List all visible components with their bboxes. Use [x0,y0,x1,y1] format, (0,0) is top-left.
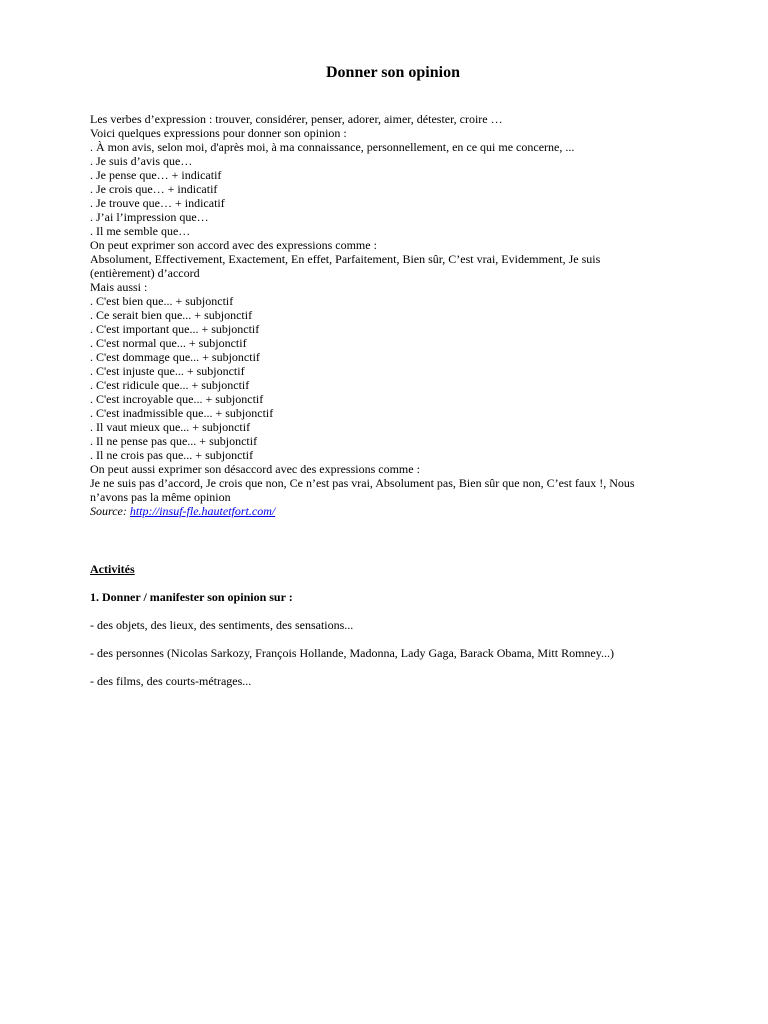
source-label: Source: [90,504,127,518]
text-line: . Il ne crois pas que... + subjonctif [90,448,254,462]
text-line: n’avons pas la même opinion [90,490,231,504]
text-line: . À mon avis, selon moi, d'après moi, à ma connaissance, personnellement, en ce qui me concerne, ... [90,140,575,154]
text-line: On peut exprimer son accord avec des expressions comme : [90,238,377,252]
document-body [90,112,690,518]
text-line: . Il me semble que… [90,224,191,238]
text-line: . C'est incroyable que... + subjonctif [90,392,264,406]
source-link[interactable]: http://insuf-fle.hautetfort.com/ [129,504,276,518]
document-title: Donner son opinion [326,64,460,81]
text-line: Les verbes d’expression : trouver, considérer, penser, adorer, aimer, détester, croire … [90,112,503,126]
text-line: . Il vaut mieux que... + subjonctif [90,420,251,434]
text-line: . J’ai l’impression que… [90,210,209,224]
text-line: Absolument, Effectivement, Exactement, En effet, Parfaitement, Bien sûr, C’est vrai, Evidemment, Je suis [90,252,601,266]
text-line: . Ce serait bien que... + subjonctif [90,308,253,322]
text-line: . Je pense que… + indicatif [90,168,222,182]
source-line [90,504,690,518]
activities-section [90,562,690,688]
activity-item: - des films, des courts-métrages... [90,674,252,688]
text-line: On peut aussi exprimer son désaccord avec des expressions comme : [90,462,420,476]
text-line: . C'est normal que... + subjonctif [90,336,247,350]
text-line: . C'est bien que... + subjonctif [90,294,234,308]
text-line: . Je suis d’avis que… [90,154,193,168]
text-line: . Je crois que… + indicatif [90,182,218,196]
text-line: (entièrement) d’accord [90,266,200,280]
text-line: Mais aussi : [90,280,148,294]
text-line: . C'est inadmissible que... + subjonctif [90,406,274,420]
text-line: . C'est important que... + subjonctif [90,322,260,336]
activity-item: - des objets, des lieux, des sentiments, des sensations... [90,618,354,632]
text-line: . C'est injuste que... + subjonctif [90,364,245,378]
text-line: Je ne suis pas d’accord, Je crois que non, Ce n’est pas vrai, Absolument pas, Bien sûr que non, C’est faux !, Nous [90,476,635,490]
text-line: Voici quelques expressions pour donner son opinion : [90,126,347,140]
activity-item: - des personnes (Nicolas Sarkozy, François Hollande, Madonna, Lady Gaga, Barack Obama, Mitt Romney...) [90,646,614,660]
text-line: . C'est ridicule que... + subjonctif [90,378,250,392]
text-line: . Je trouve que… + indicatif [90,196,225,210]
text-line: . C'est dommage que... + subjonctif [90,350,260,364]
activities-subheading: 1. Donner / manifester son opinion sur : [90,590,293,604]
text-line: . Il ne pense pas que... + subjonctif [90,434,258,448]
activities-heading: Activités [90,562,135,576]
